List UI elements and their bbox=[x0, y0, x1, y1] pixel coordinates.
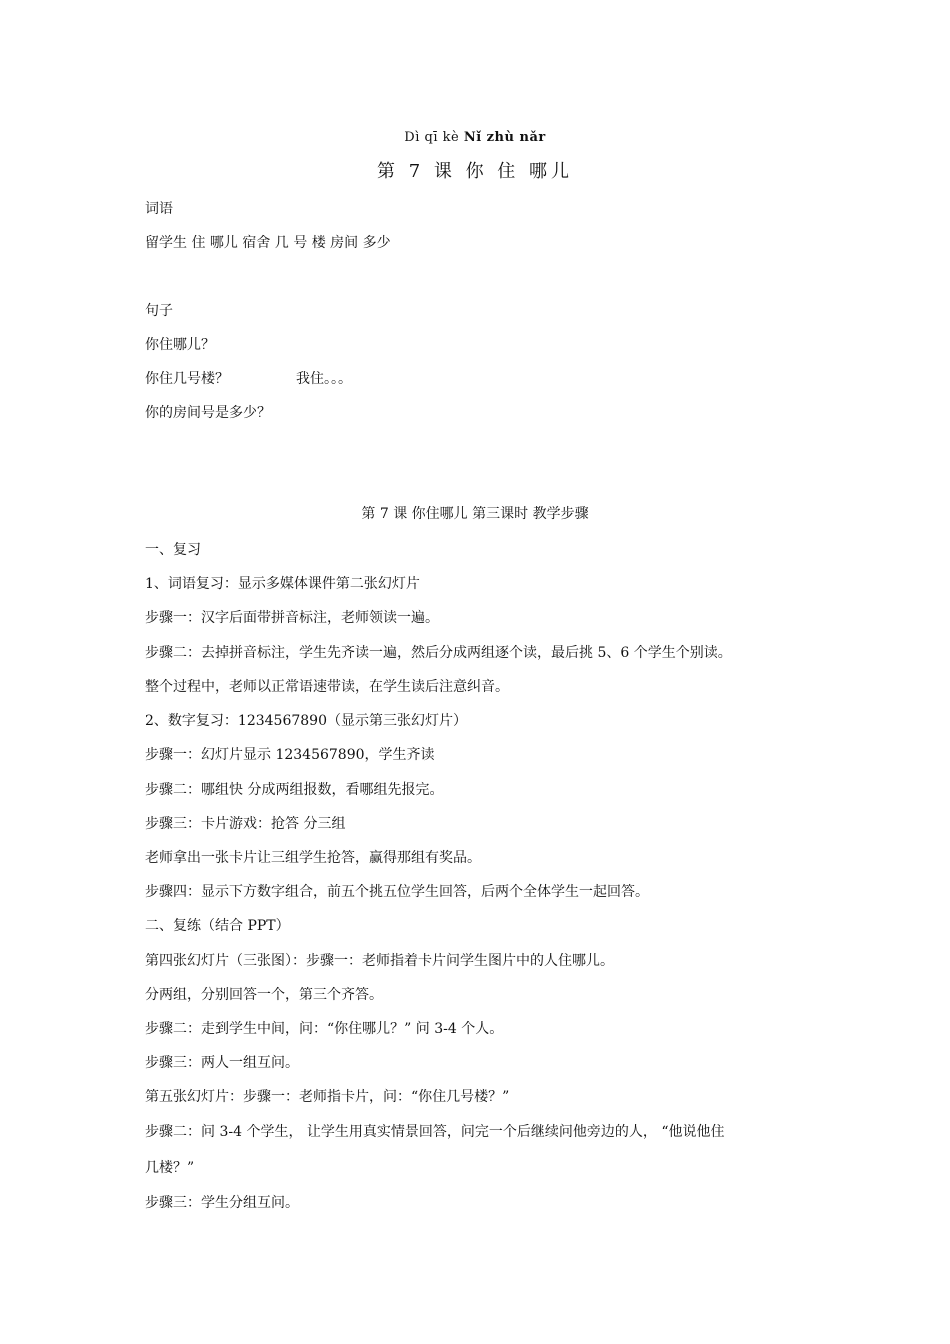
sentence-1: 你住哪儿？ bbox=[145, 337, 215, 353]
lesson-pinyin bbox=[0, 129, 950, 147]
plan-line: 整个过程中，老师以正常语速带读，在学生读后注意纠音。 bbox=[145, 679, 509, 695]
plan-line: 步骤二：问 3-4 个学生， 让学生用真实情景回答，问完一个后继续问他旁边的人， “他说他住 bbox=[145, 1124, 725, 1140]
plan-line: 几楼？” bbox=[145, 1160, 195, 1176]
plan-line: 一、复习 bbox=[145, 542, 201, 558]
sentences-heading: 句子 bbox=[145, 303, 173, 319]
pinyin-lesson-title: Nǐ zhù nǎr bbox=[463, 130, 546, 145]
pinyin-lesson-number: Dì qī kè bbox=[404, 130, 460, 145]
plan-line: 步骤二：去掉拼音标注，学生先齐读一遍，然后分成两组逐个读，最后挑 5、6 个学生个别读。 bbox=[145, 645, 732, 661]
vocab-heading: 词语 bbox=[145, 201, 173, 217]
plan-line: 步骤二：哪组快 分成两组报数，看哪组先报完。 bbox=[145, 782, 444, 798]
plan-line: 步骤一：汉字后面带拼音标注，老师领读一遍。 bbox=[145, 610, 439, 626]
sentence-2-answer: 我住。。。 bbox=[296, 371, 352, 387]
plan-line: 老师拿出一张卡片让三组学生抢答，赢得那组有奖品。 bbox=[145, 850, 481, 866]
lesson-plan-title: 第 7 课 你住哪儿 第三课时 教学步骤 bbox=[361, 506, 589, 522]
plan-line: 第四张幻灯片（三张图）：步骤一：老师指着卡片问学生图片中的人住哪儿。 bbox=[145, 953, 614, 969]
plan-line: 步骤二：走到学生中间，问：“你住哪儿？” 问 3-4 个人。 bbox=[145, 1021, 504, 1037]
plan-line: 2、数字复习：1234567890（显示第三张幻灯片） bbox=[145, 713, 467, 729]
vocab-words: 留学生 住 哪儿 宿舍 几 号 楼 房间 多少 bbox=[145, 235, 391, 251]
plan-line: 第五张幻灯片：步骤一：老师指卡片，问：“你住几号楼？” bbox=[145, 1089, 510, 1105]
plan-line: 步骤三：卡片游戏：抢答 分三组 bbox=[145, 816, 346, 832]
lesson-title: 第 7 课 你 住 哪儿 bbox=[376, 161, 574, 182]
plan-line: 1、词语复习：显示多媒体课件第二张幻灯片 bbox=[145, 576, 420, 592]
plan-line: 步骤三：学生分组互问。 bbox=[145, 1195, 299, 1211]
plan-line: 步骤一：幻灯片显示 1234567890，学生齐读 bbox=[145, 747, 435, 763]
plan-line: 分两组，分别回答一个，第三个齐答。 bbox=[145, 987, 383, 1003]
sentence-3: 你的房间号是多少？ bbox=[145, 405, 271, 421]
plan-line: 二、复练（结合 PPT） bbox=[145, 918, 290, 934]
plan-line: 步骤三：两人一组互问。 bbox=[145, 1055, 299, 1071]
sentence-2: 你住几号楼？ bbox=[145, 371, 229, 387]
plan-line: 步骤四：显示下方数字组合，前五个挑五位学生回答，后两个全体学生一起回答。 bbox=[145, 884, 649, 900]
